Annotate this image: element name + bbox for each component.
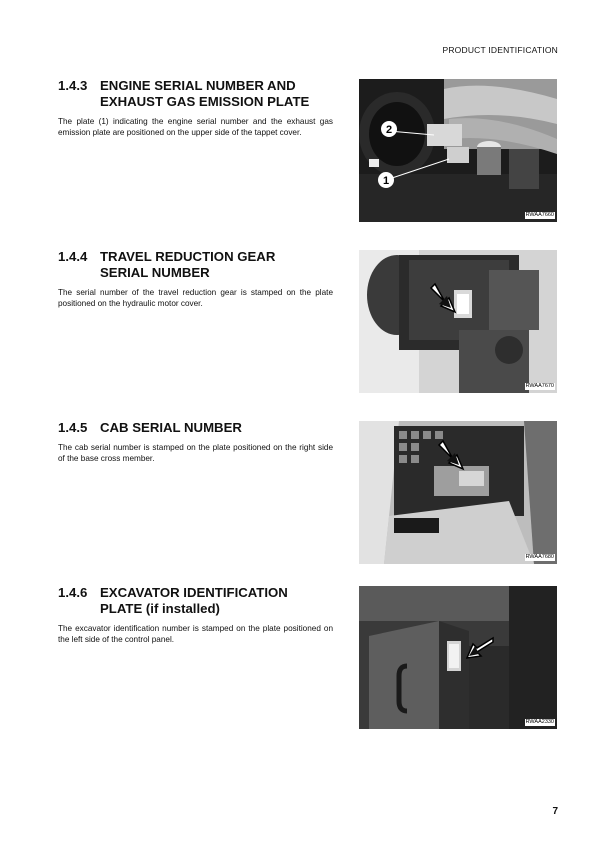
section-number: 1.4.4: [58, 249, 88, 264]
page-number: 7: [552, 806, 558, 817]
section-title-line1: ENGINE SERIAL NUMBER AND: [100, 78, 296, 93]
section-heading: [58, 78, 333, 110]
photo-code: RWAA7680: [525, 554, 554, 560]
engine-plate-photo: [359, 79, 557, 222]
photo-code: RWAA7660: [525, 212, 554, 218]
section-heading: [58, 420, 333, 436]
section-title-line2: SERIAL NUMBER: [100, 265, 210, 280]
cab-plate-photo: [359, 421, 557, 564]
section-number: 1.4.6: [58, 585, 88, 600]
travel-motor-photo: [359, 250, 557, 393]
section-number: 1.4.3: [58, 78, 88, 93]
section-travel-reduction: [58, 249, 333, 309]
section-heading: [58, 585, 333, 617]
section-title-line1: CAB SERIAL NUMBER: [100, 420, 242, 435]
section-body: The cab serial number is stamped on the plate positioned on the right side of the base cross member.: [58, 443, 333, 464]
section-title-line1: EXCAVATOR IDENTIFICATION: [100, 585, 288, 600]
section-heading: [58, 249, 333, 281]
photo-code: RWAA2330: [525, 719, 554, 725]
photo-code: RWAA7670: [525, 383, 554, 389]
section-engine-serial: [58, 78, 333, 138]
callout-1-label: 1: [382, 175, 390, 187]
control-panel-photo: [359, 586, 557, 729]
section-body: The serial number of the travel reduction gear is stamped on the plate positioned on the hydraulic motor cover.: [58, 288, 333, 309]
section-title-line2: PLATE (if installed): [100, 601, 220, 616]
section-cab-serial: [58, 420, 333, 464]
section-title-line1: TRAVEL REDUCTION GEAR: [100, 249, 276, 264]
callout-2-label: 2: [385, 124, 393, 136]
running-header: PRODUCT IDENTIFICATION: [442, 45, 558, 55]
section-body: The plate (1) indicating the engine serial number and the exhaust gas emission plate are positioned on the upper side of the tappet cover.: [58, 117, 333, 138]
section-excavator-id: [58, 585, 333, 645]
section-title-line2: EXHAUST GAS EMISSION PLATE: [100, 94, 310, 109]
section-number: 1.4.5: [58, 420, 88, 435]
section-body: The excavator identification number is stamped on the plate positioned on the left side of the control panel.: [58, 624, 333, 645]
